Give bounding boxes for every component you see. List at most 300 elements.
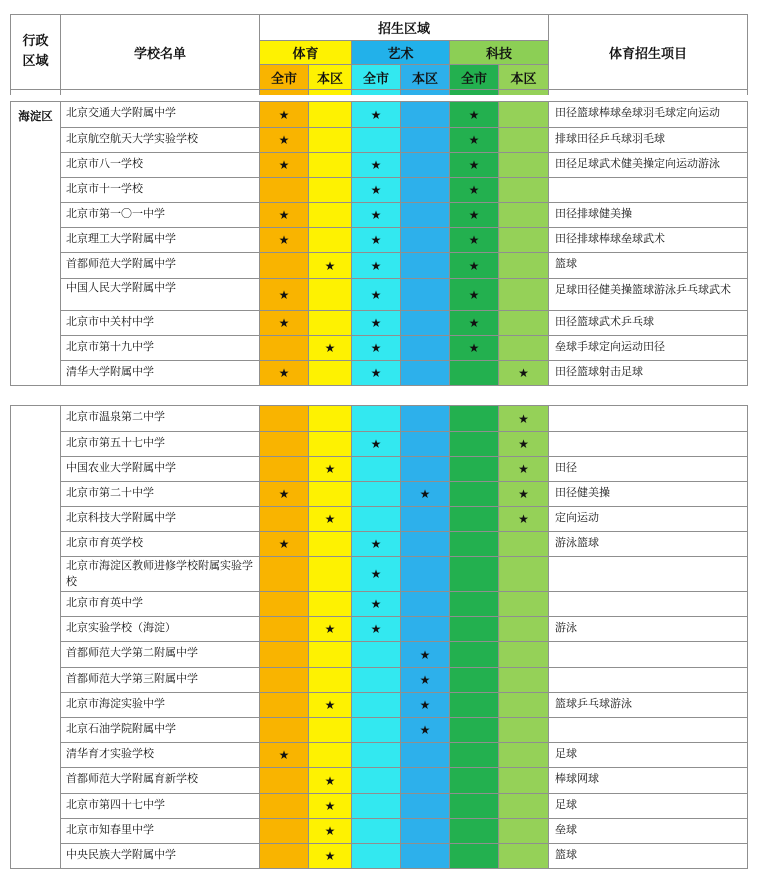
mark-tiyu-district [309,102,352,128]
mark-yishu-district [401,228,450,253]
star-icon: ★ [370,208,382,222]
star-icon: ★ [324,773,336,788]
mark-yishu-district [401,557,450,592]
mark-yishu-all [352,592,401,617]
mark-keji-district [499,592,549,617]
mark-tiyu-district [309,457,352,482]
table-row [11,336,748,361]
sports-items [549,178,748,203]
sports-items: 田径 [549,457,748,482]
mark-keji-all [450,432,499,457]
table-row [11,406,748,432]
sports-items: 游泳篮球 [549,532,748,557]
sports-items [549,557,748,592]
mark-tiyu-district [309,361,352,386]
star-icon: ★ [370,233,382,247]
star-icon: ★ [468,208,480,222]
mark-keji-district [499,203,549,228]
mark-tiyu-all [260,557,309,592]
header-keji: 科技 [450,41,549,65]
school-name: 北京市育英中学 [61,592,260,617]
mark-yishu-all [352,128,401,153]
mark-tiyu-all [260,128,309,153]
mark-keji-district [499,102,549,128]
mark-yishu-all [352,617,401,642]
star-icon: ★ [324,512,336,526]
header-keji-district: 本区 [499,65,549,90]
star-icon: ★ [468,233,480,247]
table-row [11,557,748,592]
mark-yishu-all [352,768,401,794]
mark-yishu-district [401,153,450,178]
sports-items [549,642,748,668]
header-tiyu: 体育 [260,41,352,65]
header-region: 行政 区域 [11,15,61,90]
mark-keji-district [499,532,549,557]
table-row [11,693,748,718]
mark-tiyu-all [260,311,309,336]
mark-tiyu-district [309,311,352,336]
mark-yishu-all [352,718,401,743]
sports-items: 棒球网球 [549,768,748,794]
sports-items: 田径篮球棒球垒球羽毛球定向运动 [549,102,748,128]
mark-yishu-district [401,668,450,693]
mark-yishu-district [401,507,450,532]
mark-tiyu-district [309,844,352,869]
star-icon: ★ [278,366,290,380]
mark-tiyu-district [309,432,352,457]
mark-tiyu-all [260,253,309,279]
mark-keji-all [450,743,499,768]
school-name: 北京石油学院附属中学 [61,718,260,743]
star-icon: ★ [324,824,336,838]
star-icon: ★ [370,183,382,197]
mark-yishu-district [401,279,450,311]
mark-keji-all [450,178,499,203]
star-icon: ★ [370,158,382,172]
mark-tiyu-district [309,279,352,311]
mark-keji-district [499,743,549,768]
mark-tiyu-all [260,819,309,844]
star-icon: ★ [324,622,336,636]
mark-tiyu-all [260,844,309,869]
mark-tiyu-district [309,532,352,557]
school-name: 北京市第四十七中学 [61,794,260,819]
mark-yishu-all [352,457,401,482]
header-area-group: 招生区域 [260,15,549,41]
mark-tiyu-district [309,153,352,178]
mark-tiyu-district [309,794,352,819]
school-name: 北京市中关村中学 [61,311,260,336]
mark-tiyu-all [260,406,309,432]
star-icon: ★ [468,258,480,273]
mark-tiyu-district [309,642,352,668]
table-row [11,128,748,153]
mark-yishu-all [352,361,401,386]
sports-items [549,432,748,457]
star-icon: ★ [518,411,529,426]
mark-yishu-all [352,432,401,457]
mark-tiyu-district [309,668,352,693]
mark-yishu-district [401,178,450,203]
mark-yishu-all [352,153,401,178]
star-icon: ★ [370,437,382,451]
table-row [11,668,748,693]
mark-keji-all [450,507,499,532]
table-row [11,844,748,869]
mark-tiyu-district [309,592,352,617]
mark-keji-all [450,718,499,743]
mark-tiyu-district [309,228,352,253]
mark-yishu-district [401,592,450,617]
school-name: 北京市八一学校 [61,153,260,178]
mark-yishu-district [401,336,450,361]
star-icon: ★ [419,487,431,501]
mark-yishu-all [352,693,401,718]
school-name: 北京市第二十中学 [61,482,260,507]
mark-keji-all [450,311,499,336]
sports-items: 田径篮球武术乒乓球 [549,311,748,336]
mark-yishu-district [401,693,450,718]
mark-yishu-all [352,102,401,128]
mark-yishu-all [352,178,401,203]
table-row [11,642,748,668]
sports-items [549,668,748,693]
mark-keji-district [499,642,549,668]
school-name: 中国农业大学附属中学 [61,457,260,482]
star-icon: ★ [278,487,290,501]
mark-yishu-district [401,743,450,768]
star-icon: ★ [370,341,382,355]
mark-tiyu-all [260,617,309,642]
sports-items: 定向运动 [549,507,748,532]
mark-tiyu-district [309,693,352,718]
mark-tiyu-all [260,336,309,361]
mark-tiyu-all [260,482,309,507]
mark-keji-all [450,128,499,153]
mark-keji-all [450,592,499,617]
star-icon: ★ [324,849,336,863]
star-icon: ★ [370,107,382,122]
mark-keji-all [450,406,499,432]
mark-tiyu-all [260,102,309,128]
star-icon: ★ [468,158,480,172]
mark-tiyu-all [260,642,309,668]
school-name: 中国人民大学附属中学 [61,279,260,311]
school-name: 北京市知春里中学 [61,819,260,844]
school-name: 北京市第十九中学 [61,336,260,361]
mark-tiyu-district [309,203,352,228]
table-row [11,253,748,279]
school-name: 清华育才实验学校 [61,743,260,768]
star-icon: ★ [468,287,480,302]
mark-yishu-district [401,718,450,743]
mark-keji-district [499,482,549,507]
star-icon: ★ [278,748,290,762]
mark-tiyu-all [260,768,309,794]
mark-tiyu-all [260,743,309,768]
mark-yishu-all [352,228,401,253]
header-yishu: 艺术 [352,41,450,65]
mark-keji-all [450,336,499,361]
mark-keji-district [499,361,549,386]
school-name: 北京实验学校（海淀） [61,617,260,642]
star-icon: ★ [324,341,336,355]
region-cell: 海淀区 [11,102,61,386]
star-icon: ★ [518,487,529,501]
mark-tiyu-district [309,253,352,279]
mark-keji-all [450,482,499,507]
mark-yishu-all [352,743,401,768]
school-name: 北京航空航天大学实验学校 [61,128,260,153]
school-name: 首都师范大学第三附属中学 [61,668,260,693]
star-icon: ★ [468,107,480,122]
sports-items [549,406,748,432]
mark-keji-all [450,668,499,693]
mark-keji-district [499,279,549,311]
mark-tiyu-district [309,406,352,432]
star-icon: ★ [468,316,480,330]
sports-items: 田径排球棒球垒球武术 [549,228,748,253]
mark-tiyu-district [309,482,352,507]
school-name: 北京市海淀实验中学 [61,693,260,718]
mark-keji-all [450,457,499,482]
mark-keji-all [450,153,499,178]
school-name: 中央民族大学附属中学 [61,844,260,869]
mark-yishu-district [401,532,450,557]
table-row [11,153,748,178]
mark-yishu-district [401,844,450,869]
mark-tiyu-district [309,768,352,794]
mark-keji-district [499,844,549,869]
table-row [11,203,748,228]
school-name: 北京市温泉第二中学 [61,406,260,432]
sports-items: 篮球 [549,253,748,279]
table-row [11,718,748,743]
mark-keji-district [499,311,549,336]
mark-keji-all [450,642,499,668]
table-row [11,743,748,768]
mark-keji-all [450,693,499,718]
star-icon: ★ [370,287,382,302]
star-icon: ★ [324,462,336,476]
table-header-block [10,14,748,95]
mark-yishu-all [352,507,401,532]
star-icon: ★ [518,462,529,476]
mark-yishu-district [401,128,450,153]
star-icon: ★ [370,258,382,273]
sports-items [549,718,748,743]
mark-yishu-district [401,768,450,794]
mark-yishu-all [352,819,401,844]
mark-keji-district [499,794,549,819]
mark-yishu-all [352,311,401,336]
table-row [11,482,748,507]
school-name: 北京交通大学附属中学 [61,102,260,128]
mark-yishu-all [352,406,401,432]
mark-yishu-all [352,642,401,668]
star-icon: ★ [324,698,336,712]
table-row [11,617,748,642]
mark-keji-all [450,203,499,228]
mark-yishu-district [401,819,450,844]
mark-yishu-district [401,642,450,668]
mark-yishu-district [401,457,450,482]
header-yishu-all: 全市 [352,65,401,90]
mark-yishu-all [352,279,401,311]
mark-keji-all [450,617,499,642]
star-icon: ★ [278,107,290,122]
star-icon: ★ [370,597,382,611]
star-icon: ★ [518,512,529,526]
star-icon: ★ [419,698,431,712]
mark-keji-all [450,228,499,253]
table-row [11,311,748,336]
table-row [11,532,748,557]
mark-keji-district [499,819,549,844]
mark-yishu-district [401,482,450,507]
mark-keji-district [499,228,549,253]
school-name: 北京市第五十七中学 [61,432,260,457]
mark-tiyu-all [260,203,309,228]
school-name: 首都师范大学第二附属中学 [61,642,260,668]
mark-yishu-all [352,557,401,592]
mark-tiyu-district [309,617,352,642]
sports-items: 足球 [549,743,748,768]
mark-keji-all [450,768,499,794]
star-icon: ★ [468,133,480,147]
mark-tiyu-all [260,592,309,617]
star-icon: ★ [278,233,290,247]
star-icon: ★ [324,799,336,813]
star-icon: ★ [419,673,431,687]
mark-tiyu-all [260,361,309,386]
mark-keji-district [499,457,549,482]
mark-yishu-all [352,482,401,507]
sports-items: 篮球 [549,844,748,869]
sports-items: 排球田径乒乓球羽毛球 [549,128,748,153]
star-icon: ★ [370,622,382,636]
table-block-2 [10,405,748,869]
mark-yishu-district [401,617,450,642]
table-row [11,768,748,794]
table-row [11,102,748,128]
star-icon: ★ [278,158,290,172]
star-icon: ★ [468,183,480,197]
mark-yishu-district [401,794,450,819]
mark-tiyu-all [260,718,309,743]
region-cell [11,406,61,869]
star-icon: ★ [278,316,290,330]
mark-yishu-all [352,532,401,557]
mark-tiyu-all [260,693,309,718]
mark-yishu-all [352,336,401,361]
mark-tiyu-all [260,507,309,532]
mark-keji-all [450,102,499,128]
table-row [11,507,748,532]
header-sports: 体育招生项目 [549,15,748,90]
mark-tiyu-district [309,178,352,203]
star-icon: ★ [278,133,290,147]
mark-keji-all [450,819,499,844]
school-name: 首都师范大学附属育新学校 [61,768,260,794]
mark-yishu-district [401,102,450,128]
star-icon: ★ [278,208,290,222]
star-icon: ★ [278,287,290,302]
mark-keji-all [450,844,499,869]
mark-keji-district [499,153,549,178]
star-icon: ★ [518,437,529,451]
mark-tiyu-all [260,457,309,482]
mark-keji-district [499,336,549,361]
header-tiyu-district: 本区 [309,65,352,90]
mark-tiyu-district [309,128,352,153]
school-name: 北京市育英学校 [61,532,260,557]
star-icon: ★ [370,366,382,380]
mark-keji-district [499,432,549,457]
mark-keji-all [450,532,499,557]
star-icon: ★ [370,537,382,551]
school-name: 北京科技大学附属中学 [61,507,260,532]
mark-yishu-all [352,203,401,228]
star-icon: ★ [419,647,431,662]
mark-keji-district [499,668,549,693]
mark-yishu-all [352,668,401,693]
mark-tiyu-all [260,432,309,457]
mark-yishu-all [352,844,401,869]
mark-yishu-district [401,432,450,457]
mark-yishu-all [352,253,401,279]
mark-keji-district [499,693,549,718]
star-icon: ★ [370,567,382,581]
mark-tiyu-district [309,507,352,532]
mark-tiyu-district [309,557,352,592]
school-name: 北京理工大学附属中学 [61,228,260,253]
school-name: 北京市十一学校 [61,178,260,203]
mark-tiyu-all [260,532,309,557]
star-icon: ★ [370,316,382,330]
school-name: 北京市第一〇一中学 [61,203,260,228]
sports-items: 足球 [549,794,748,819]
mark-tiyu-district [309,743,352,768]
mark-tiyu-all [260,279,309,311]
sports-items: 田径健美操 [549,482,748,507]
sports-items: 田径排球健美操 [549,203,748,228]
mark-tiyu-all [260,228,309,253]
mark-keji-district [499,617,549,642]
mark-keji-district [499,507,549,532]
sports-items [549,592,748,617]
mark-keji-all [450,361,499,386]
star-icon: ★ [278,537,290,551]
mark-keji-district [499,557,549,592]
star-icon: ★ [324,258,336,273]
header-yishu-district: 本区 [401,65,450,90]
table-row [11,432,748,457]
mark-tiyu-all [260,153,309,178]
mark-keji-all [450,557,499,592]
mark-keji-district [499,128,549,153]
mark-keji-district [499,178,549,203]
sports-items: 田径足球武术健美操定向运动游泳 [549,153,748,178]
mark-keji-district [499,253,549,279]
header-tiyu-all: 全市 [260,65,309,90]
sports-items: 游泳 [549,617,748,642]
table-row [11,819,748,844]
mark-yishu-district [401,253,450,279]
mark-tiyu-district [309,819,352,844]
table-row [11,457,748,482]
